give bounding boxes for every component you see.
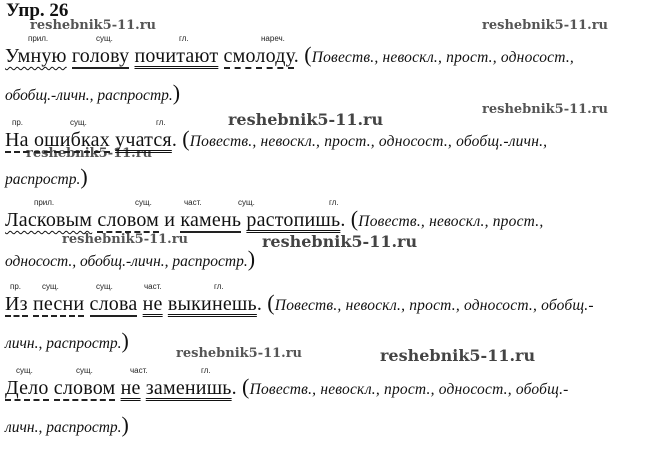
pos-label: прил.: [28, 34, 49, 43]
pos-label: сущ.: [135, 198, 152, 207]
pos-label: прил.: [34, 198, 55, 207]
note: Повеств., невоскл., прост.,: [358, 213, 544, 230]
note: Повеств., невоскл., прост., односост., обобщ.-: [274, 297, 594, 314]
pos-label: гл.: [179, 34, 189, 43]
note: личн., распростр.: [5, 419, 122, 436]
watermark: reshebnik5-11.ru: [30, 18, 157, 33]
pos-label: част.: [144, 282, 162, 291]
word: заменишь: [145, 377, 232, 399]
pos-label: сущ.: [96, 282, 113, 291]
word: ошибках: [33, 129, 110, 151]
pos-label: пр.: [10, 282, 22, 291]
note: Повеств., невоскл., прост., односост., обобщ.-: [249, 381, 569, 398]
word: голову: [71, 45, 130, 67]
word: смолоду: [223, 45, 294, 67]
pos-label: сущ.: [76, 366, 93, 375]
note: распростр.: [5, 171, 81, 188]
note: обобщ.-личн., распростр.: [5, 87, 173, 104]
pos-label: пр.: [12, 118, 24, 127]
watermark: reshebnik5-11.ru: [176, 346, 303, 361]
note: односост., обобщ.-личн., распростр.: [5, 253, 248, 270]
note: Повеств., невоскл., прост., односост.,: [311, 49, 574, 66]
word: растопишь: [246, 209, 341, 231]
word: не: [120, 377, 141, 399]
watermark: reshebnik5-11.ru: [62, 232, 189, 247]
pos-label: сущ.: [42, 282, 59, 291]
watermark: reshebnik5-11.ru: [482, 18, 609, 33]
pos-label: сущ.: [238, 198, 255, 207]
word: Ласковым: [5, 209, 93, 231]
watermark: reshebnik5-11.ru: [26, 146, 153, 161]
word: Дело: [5, 377, 49, 399]
word: почитают: [134, 45, 219, 67]
pos-label: сущ.: [70, 118, 87, 127]
note: Повеств., невоскл., прост., односост., обобщ.-личн.,: [189, 133, 548, 150]
word: камень: [180, 209, 242, 231]
word: не: [142, 293, 163, 315]
word: Из: [5, 293, 28, 315]
word: выкинешь: [167, 293, 257, 315]
word: песни: [32, 293, 85, 315]
note: личн., распростр.: [5, 335, 122, 352]
word: и: [164, 209, 176, 231]
watermark: reshebnik5-11.ru: [262, 232, 418, 251]
word: словом: [53, 377, 116, 399]
exercise-title: Упр. 26: [6, 0, 69, 21]
pos-label: гл.: [329, 198, 339, 207]
pos-label: гл.: [156, 118, 166, 127]
watermark: reshebnik5-11.ru: [380, 346, 536, 365]
pos-label: част.: [184, 198, 202, 207]
word: Умную: [5, 45, 67, 67]
pos-label: гл.: [201, 366, 211, 375]
pos-label: сущ.: [16, 366, 33, 375]
pos-label: нареч.: [261, 34, 285, 43]
pos-label: гл.: [214, 282, 224, 291]
word: На: [5, 129, 29, 151]
word: слова: [89, 293, 138, 315]
word: учатся: [115, 129, 172, 151]
word: словом: [97, 209, 160, 231]
watermark: reshebnik5-11.ru: [228, 110, 384, 129]
watermark: reshebnik5-11.ru: [482, 102, 609, 117]
pos-label: сущ.: [96, 34, 113, 43]
pos-label: част.: [130, 366, 148, 375]
